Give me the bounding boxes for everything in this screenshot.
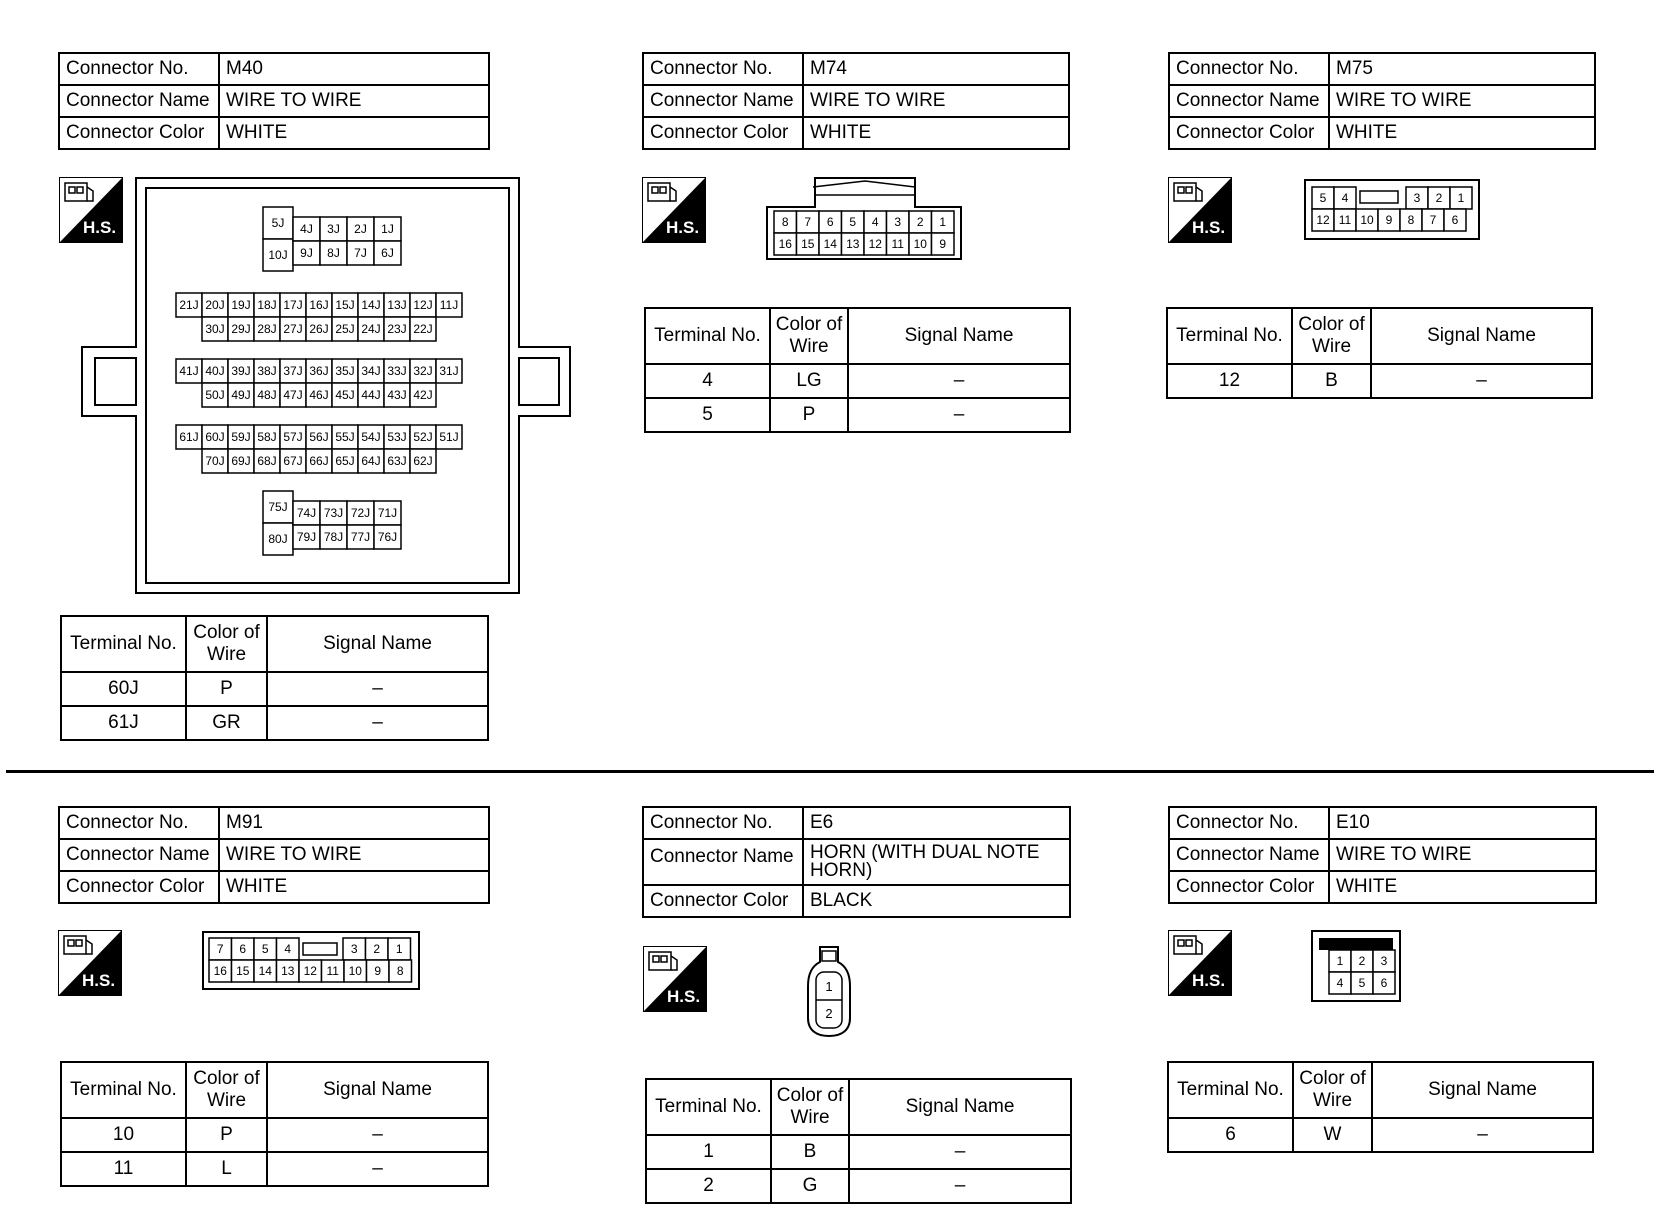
section-divider [6,770,1654,773]
color-of-wire-header: Color of Wire [1293,1062,1372,1118]
pin-1: 1 [1457,191,1465,205]
pin-1: 1 [939,215,947,229]
pin-7: 7 [804,215,812,229]
connector-no-label: Connector No. [643,53,803,85]
connector-color-label: Connector Color [1169,871,1329,903]
pin-46J: 46J [309,388,329,402]
connector-color-label: Connector Color [1169,117,1329,149]
pin-15: 15 [801,237,815,251]
pin-71J: 71J [377,506,398,520]
pin-62J: 62J [413,454,433,468]
connector-info-m91 [58,806,490,904]
pin-8: 8 [396,964,404,978]
pin-6: 6 [1451,213,1459,227]
pin-10: 10 [1360,213,1374,227]
connector-color-label: Connector Color [643,117,803,149]
lock-slot [1360,191,1398,203]
connector-color-label: Connector Color [59,871,219,903]
connector-color-value: WHITE [803,117,1069,149]
harness-side-icon [1168,930,1232,996]
pin-4: 4 [1336,976,1344,990]
connector-info-m74 [642,52,1070,150]
pin-6: 6 [1380,976,1388,990]
pin-30J: 30J [205,322,225,336]
connector-name-label: Connector Name [1169,839,1329,871]
signal-name: – [267,1152,488,1186]
pin-42J: 42J [413,388,433,402]
terminal-no: 10 [61,1118,186,1152]
pin-51J: 51J [439,430,459,444]
pin-18J: 18J [257,298,277,312]
color-of-wire-header: Color of Wire [1292,308,1371,364]
pin-2: 2 [916,215,924,229]
connector-color-value: WHITE [1329,117,1595,149]
connector-no-label: Connector No. [1169,53,1329,85]
pin-9J: 9J [300,246,313,260]
lock-slot [303,943,337,955]
terminal-no-header: Terminal No. [645,308,770,364]
pin-37J: 37J [283,364,303,378]
pin-20J: 20J [205,298,225,312]
pin-80J: 80J [268,532,288,546]
pin-3: 3 [1413,191,1421,205]
color-of-wire-header: Color of Wire [186,1062,267,1118]
pin-45J: 45J [335,388,355,402]
pin-63J: 63J [387,454,407,468]
pin-67J: 67J [283,454,303,468]
signal-name-header: Signal Name [1371,308,1592,364]
pin-4J: 4J [300,222,313,236]
pin-55J: 55J [335,430,355,444]
pin-74J: 74J [296,506,317,520]
wire-color: P [186,1118,267,1152]
terminal-no: 6 [1168,1118,1293,1152]
pin-9: 9 [939,237,947,251]
wire-color: G [771,1169,849,1203]
pin-65J: 65J [335,454,355,468]
terminal-no: 4 [645,364,770,398]
pin-2: 2 [373,942,381,956]
connector-color-label: Connector Color [59,117,219,149]
pin-16: 16 [778,237,792,251]
harness-side-icon [58,930,122,996]
pin-31J: 31J [439,364,459,378]
pin-2: 2 [1358,954,1366,968]
pin-15: 15 [236,964,250,978]
pin-1: 1 [395,942,403,956]
pin-66J: 66J [309,454,329,468]
color-of-wire-header: Color of Wire [186,616,267,672]
connector-name-value: WIRE TO WIRE [1329,839,1596,871]
pin-32J: 32J [413,364,433,378]
color-of-wire-header: Color of Wire [770,308,848,364]
pin-5: 5 [1358,976,1366,990]
wire-color: B [771,1135,849,1169]
connector-no-label: Connector No. [59,807,219,839]
pin-19J: 19J [231,298,251,312]
pin-8J: 8J [327,246,340,260]
connector-name-label: Connector Name [59,85,219,117]
pin-6: 6 [239,942,247,956]
pin-5: 5 [1319,191,1327,205]
pin-12: 12 [868,237,882,251]
pin-6J: 6J [381,246,394,260]
connector-no-label: Connector No. [643,807,803,839]
connector-name-label: Connector Name [59,839,219,871]
signal-name-header: Signal Name [848,308,1070,364]
pin-3: 3 [894,215,902,229]
wire-color: LG [770,364,848,398]
connector-face-m91 [202,931,420,991]
pin-5: 5 [261,942,269,956]
pin-69J: 69J [231,454,251,468]
connector-info-m40 [58,52,490,150]
terminal-table-m40 [60,615,489,741]
pin-77J: 77J [350,530,371,544]
pin-7: 7 [216,942,224,956]
terminal-no: 2 [646,1169,771,1203]
pin-70J: 70J [205,454,225,468]
connector-color-label: Connector Color [643,885,803,917]
pin-50J: 50J [205,388,225,402]
pin-78J: 78J [323,530,344,544]
terminal-no-header: Terminal No. [1168,1062,1293,1118]
color-of-wire-header: Color of Wire [771,1079,849,1135]
pin-1J: 1J [381,222,394,236]
pin-7: 7 [1429,213,1437,227]
pin-29J: 29J [231,322,251,336]
signal-name: – [849,1169,1071,1203]
pin-11J: 11J [439,298,459,312]
connector-name-label: Connector Name [643,839,803,885]
harness-side-icon [642,177,706,243]
pin-12: 12 [1316,213,1330,227]
svg-text:H.S.: H.S. [666,218,700,237]
pin-79J: 79J [296,530,317,544]
pin-3: 3 [1380,954,1388,968]
signal-name: – [267,1118,488,1152]
connector-no-label: Connector No. [1169,807,1329,839]
terminal-table-m91 [60,1061,489,1187]
connector-name-value: WIRE TO WIRE [1329,85,1595,117]
harness-side-icon [1168,177,1232,243]
connector-name-value: WIRE TO WIRE [219,85,489,117]
wire-color: P [186,672,267,706]
pin-2: 2 [825,1006,833,1021]
connector-name-value: HORN (WITH DUAL NOTE HORN) [803,839,1070,885]
terminal-no: 12 [1167,364,1292,398]
pin-14J: 14J [361,298,381,312]
signal-name-header: Signal Name [267,616,488,672]
signal-name-header: Signal Name [1372,1062,1593,1118]
signal-name: – [1371,364,1592,398]
terminal-table-m74 [644,307,1071,433]
pin-10: 10 [913,237,927,251]
pin-34J: 34J [361,364,381,378]
terminal-table-m75 [1166,307,1593,399]
pin-64J: 64J [361,454,381,468]
pin-57J: 57J [283,430,303,444]
terminal-no-header: Terminal No. [646,1079,771,1135]
pin-68J: 68J [257,454,277,468]
pin-73J: 73J [323,506,344,520]
pin-3: 3 [350,942,358,956]
terminal-no: 1 [646,1135,771,1169]
pin-52J: 52J [413,430,433,444]
connector-no-value: M75 [1329,53,1595,85]
connector-name-label: Connector Name [643,85,803,117]
pin-60J: 60J [205,430,225,444]
pin-5J: 5J [271,216,285,230]
connector-face-e6 [806,946,852,1038]
connector-no-value: E10 [1329,807,1596,839]
pin-11: 11 [891,237,904,251]
pin-8: 8 [781,215,789,229]
connector-no-label: Connector No. [59,53,219,85]
terminal-table-e6 [645,1078,1072,1204]
pin-12: 12 [303,964,317,978]
connector-color-value: WHITE [1329,871,1596,903]
pin-2: 2 [1435,191,1443,205]
pin-75J: 75J [268,500,288,514]
pin-8: 8 [1407,213,1415,227]
pin-16: 16 [213,964,227,978]
pin-4: 4 [284,942,292,956]
pin-41J: 41J [179,364,199,378]
svg-text:H.S.: H.S. [83,218,117,237]
pin-11: 11 [326,964,339,978]
pin-13J: 13J [387,298,407,312]
signal-name: – [1372,1118,1593,1152]
pin-13: 13 [281,964,295,978]
terminal-no: 61J [61,706,186,740]
pin-4: 4 [1341,191,1349,205]
pin-44J: 44J [361,388,381,402]
pin-59J: 59J [231,430,251,444]
signal-name: – [849,1135,1071,1169]
pin-1: 1 [1336,954,1344,968]
pin-21J: 21J [179,298,199,312]
pin-3J: 3J [327,222,340,236]
pin-11: 11 [1338,213,1352,227]
pin-35J: 35J [335,364,355,378]
pin-4: 4 [871,215,879,229]
pin-36J: 36J [309,364,329,378]
pin-76J: 76J [377,530,398,544]
pin-13: 13 [846,237,860,251]
pin-27J: 27J [283,322,303,336]
pin-16J: 16J [309,298,329,312]
pin-61J: 61J [179,430,199,444]
wire-color: W [1293,1118,1372,1152]
pin-7J: 7J [354,246,367,260]
signal-name-header: Signal Name [849,1079,1071,1135]
pin-9: 9 [1385,213,1393,227]
pin-58J: 58J [257,430,277,444]
connector-color-value: WHITE [219,871,489,903]
pin-9: 9 [374,964,382,978]
pin-12J: 12J [413,298,433,312]
pin-5: 5 [849,215,857,229]
signal-name: – [848,364,1070,398]
terminal-no: 60J [61,672,186,706]
pin-49J: 49J [231,388,251,402]
svg-text:H.S.: H.S. [1192,218,1226,237]
connector-info-e6 [642,806,1071,918]
pin-17J: 17J [283,298,303,312]
terminal-no-header: Terminal No. [61,616,186,672]
connector-name-label: Connector Name [1169,85,1329,117]
terminal-table-e10 [1167,1061,1594,1153]
pin-25J: 25J [335,322,355,336]
pin-1: 1 [825,979,833,994]
pin-47J: 47J [283,388,303,402]
terminal-no: 5 [645,398,770,432]
connector-color-value: BLACK [803,885,1070,917]
signal-name: – [848,398,1070,432]
connector-no-value: M91 [219,807,489,839]
pin-15J: 15J [335,298,355,312]
signal-name: – [267,672,488,706]
pin-6: 6 [826,215,834,229]
pin-48J: 48J [257,388,277,402]
connector-color-value: WHITE [219,117,489,149]
terminal-no-header: Terminal No. [1167,308,1292,364]
pin-28J: 28J [257,322,277,336]
pin-72J: 72J [350,506,371,520]
signal-name-header: Signal Name [267,1062,488,1118]
svg-text:H.S.: H.S. [1192,971,1226,990]
wire-color: GR [186,706,267,740]
pin-40J: 40J [205,364,225,378]
signal-name: – [267,706,488,740]
svg-text:H.S.: H.S. [82,971,116,990]
pin-10: 10 [348,964,362,978]
connector-name-value: WIRE TO WIRE [803,85,1069,117]
pin-22J: 22J [413,322,433,336]
connector-no-value: M40 [219,53,489,85]
terminal-no: 11 [61,1152,186,1186]
wire-color: L [186,1152,267,1186]
pin-23J: 23J [387,322,407,336]
terminal-no-header: Terminal No. [61,1062,186,1118]
wire-color: B [1292,364,1371,398]
pin-24J: 24J [361,322,381,336]
connector-no-value: M74 [803,53,1069,85]
connector-no-value: E6 [803,807,1070,839]
connector-info-e10 [1168,806,1597,904]
wire-color: P [770,398,848,432]
connector-face-m40 [80,177,576,597]
connector-face-m75 [1304,179,1480,241]
pin-2J: 2J [354,222,367,236]
pin-38J: 38J [257,364,277,378]
pin-10J: 10J [268,248,288,262]
connector-face-e10 [1311,930,1401,1002]
pin-53J: 53J [387,430,407,444]
connector-name-value: WIRE TO WIRE [219,839,489,871]
pin-14: 14 [258,964,272,978]
pin-39J: 39J [231,364,251,378]
harness-side-icon [643,946,707,1012]
pin-54J: 54J [361,430,381,444]
pin-56J: 56J [309,430,329,444]
pin-14: 14 [823,237,837,251]
connector-info-m75 [1168,52,1596,150]
pin-26J: 26J [309,322,329,336]
pin-43J: 43J [387,388,407,402]
pin-33J: 33J [387,364,407,378]
connector-face-m74 [765,177,967,261]
svg-text:H.S.: H.S. [667,987,701,1006]
